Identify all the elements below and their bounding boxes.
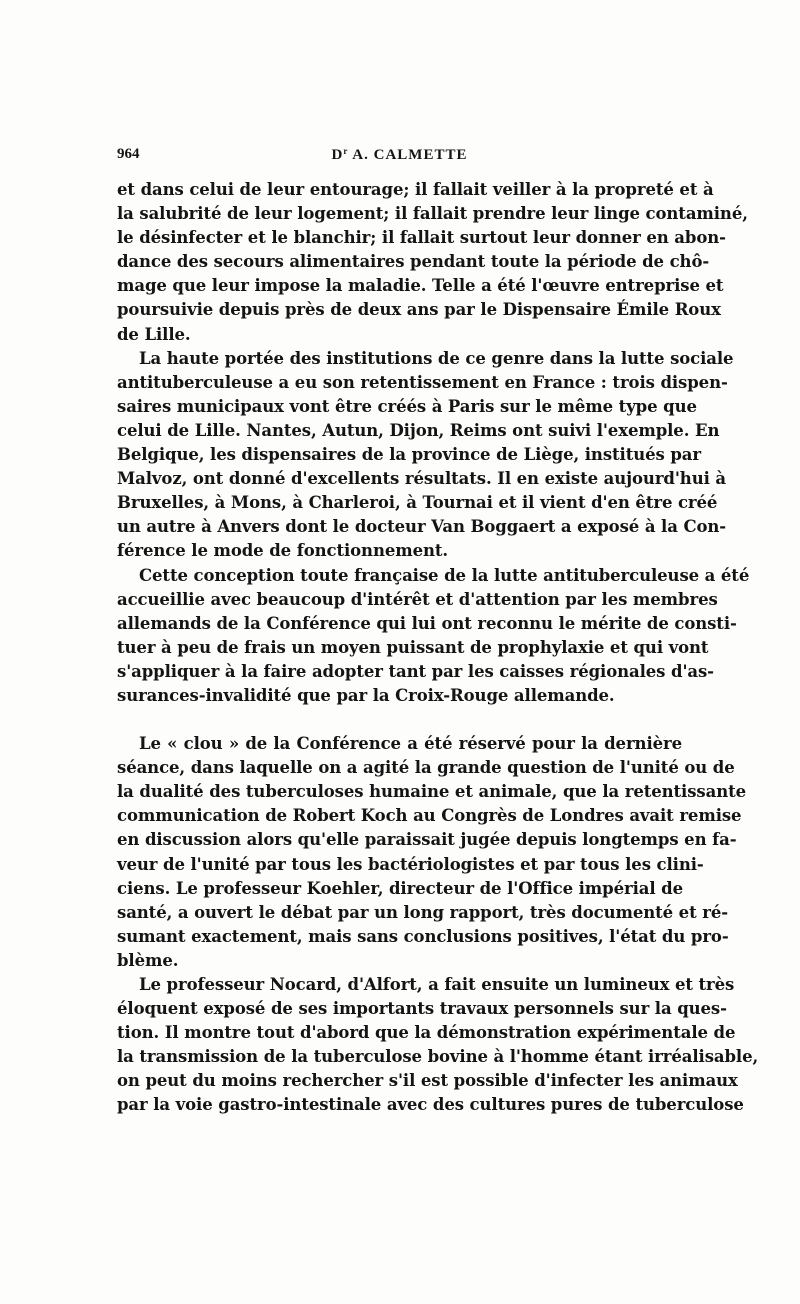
text-line: blème.	[117, 950, 179, 970]
text-line: sumant exactement, mais sans conclusions positives, l'état du pro-	[117, 926, 729, 946]
text-line: et dans celui de leur entourage; il fallait veiller à la propreté et à	[117, 180, 714, 199]
text-line: poursuivie depuis près de deux ans par le Dispensaire Émile Roux	[117, 300, 721, 320]
text-line: on peut du moins rechercher s'il est possible d'infecter les animaux	[117, 1071, 738, 1091]
text-line: mage que leur impose la maladie. Telle a été l'œuvre entreprise et	[117, 276, 724, 296]
text-line: éloquent exposé de ses importants travaux personnels sur la ques-	[117, 999, 727, 1019]
text-line: saires municipaux vont être créés à Paris sur le même type que	[117, 396, 697, 416]
text-line: par la voie gastro-intestinale avec des cultures pures de tuberculose	[117, 1095, 744, 1115]
text-line: en discussion alors qu'elle paraissait jugée depuis longtemps en fa-	[117, 830, 737, 850]
author-name: A. CALMETTE	[348, 147, 468, 163]
text-line: le désinfecter et le blanchir; il fallait surtout leur donner en abon-	[117, 228, 726, 248]
text-line: de Lille.	[117, 324, 191, 344]
text-line: un autre à Anvers dont le docteur Van Boggaert a exposé à la Con-	[117, 517, 727, 537]
author-sup: r	[343, 146, 349, 156]
text-line: la dualité des tuberculoses humaine et animale, que la retentissante	[117, 782, 747, 802]
text-line: celui de Lille. Nantes, Autun, Dijon, Reims ont suivi l'exemple. En	[117, 420, 720, 440]
page-number: 964	[117, 146, 140, 162]
text-line: s'appliquer à la faire adopter tant par les caisses régionales d'as-	[117, 661, 714, 681]
text-line: la transmission de la tuberculose bovine à l'homme étant irréalisable,	[117, 1047, 759, 1067]
text-line: Bruxelles, à Mons, à Charleroi, à Tournai et il vient d'en être créé	[117, 493, 718, 513]
paragraph	[117, 973, 759, 1118]
paragraph	[117, 347, 734, 564]
paragraph	[117, 564, 750, 709]
text-line: séance, dans laquelle on a agité la grande question de l'unité ou de	[117, 758, 735, 778]
text-line: Malvoz, ont donné d'excellents résultats. Il en existe aujourd'hui à	[117, 469, 726, 489]
text-line: Belgique, les dispensaires de la province de Liège, institués par	[117, 445, 701, 465]
author-prefix: D	[331, 147, 344, 163]
text-line: tion. Il montre tout d'abord que la démonstration expérimentale de	[117, 1023, 736, 1043]
text-line: veur de l'unité par tous les bactériologistes et par tous les clini-	[117, 854, 704, 874]
text-line: communication de Robert Koch au Congrès de Londres avait remise	[117, 806, 742, 826]
text-line: accueillie avec beaucoup d'intérêt et d'attention par les membres	[117, 589, 718, 609]
text-line: Le « clou » de la Conférence a été réservé pour la dernière	[139, 734, 682, 754]
text-block	[117, 146, 759, 1118]
text-line: la salubrité de leur logement; il fallait prendre leur linge contaminé,	[117, 204, 748, 224]
page-header	[117, 146, 682, 170]
paragraph	[117, 732, 747, 973]
body-text	[117, 178, 759, 1118]
section-gap	[117, 708, 682, 732]
text-line: Le professeur Nocard, d'Alfort, a fait ensuite un lumineux et très	[139, 975, 735, 994]
running-head	[117, 146, 682, 164]
text-line: La haute portée des institutions de ce genre dans la lutte sociale	[139, 348, 734, 368]
text-line: santé, a ouvert le débat par un long rapport, très documenté et ré-	[117, 902, 728, 922]
text-line: surances-invalidité que par la Croix-Rouge allemande.	[117, 685, 615, 705]
text-line: Cette conception toute française de la lutte antituberculeuse a été	[139, 565, 750, 585]
text-line: allemands de la Conférence qui lui ont reconnu le mérite de consti-	[117, 613, 737, 633]
text-line: tuer à peu de frais un moyen puissant de prophylaxie et qui vont	[117, 637, 709, 657]
paragraph	[117, 178, 748, 347]
text-line: férence le mode de fonctionnement.	[117, 541, 449, 561]
text-line: dance des secours alimentaires pendant toute la période de chô-	[117, 252, 710, 272]
text-line: ciens. Le professeur Koehler, directeur de l'Office impérial de	[117, 878, 683, 898]
text-line: antituberculeuse a eu son retentissement en France : trois dispen-	[117, 372, 728, 392]
